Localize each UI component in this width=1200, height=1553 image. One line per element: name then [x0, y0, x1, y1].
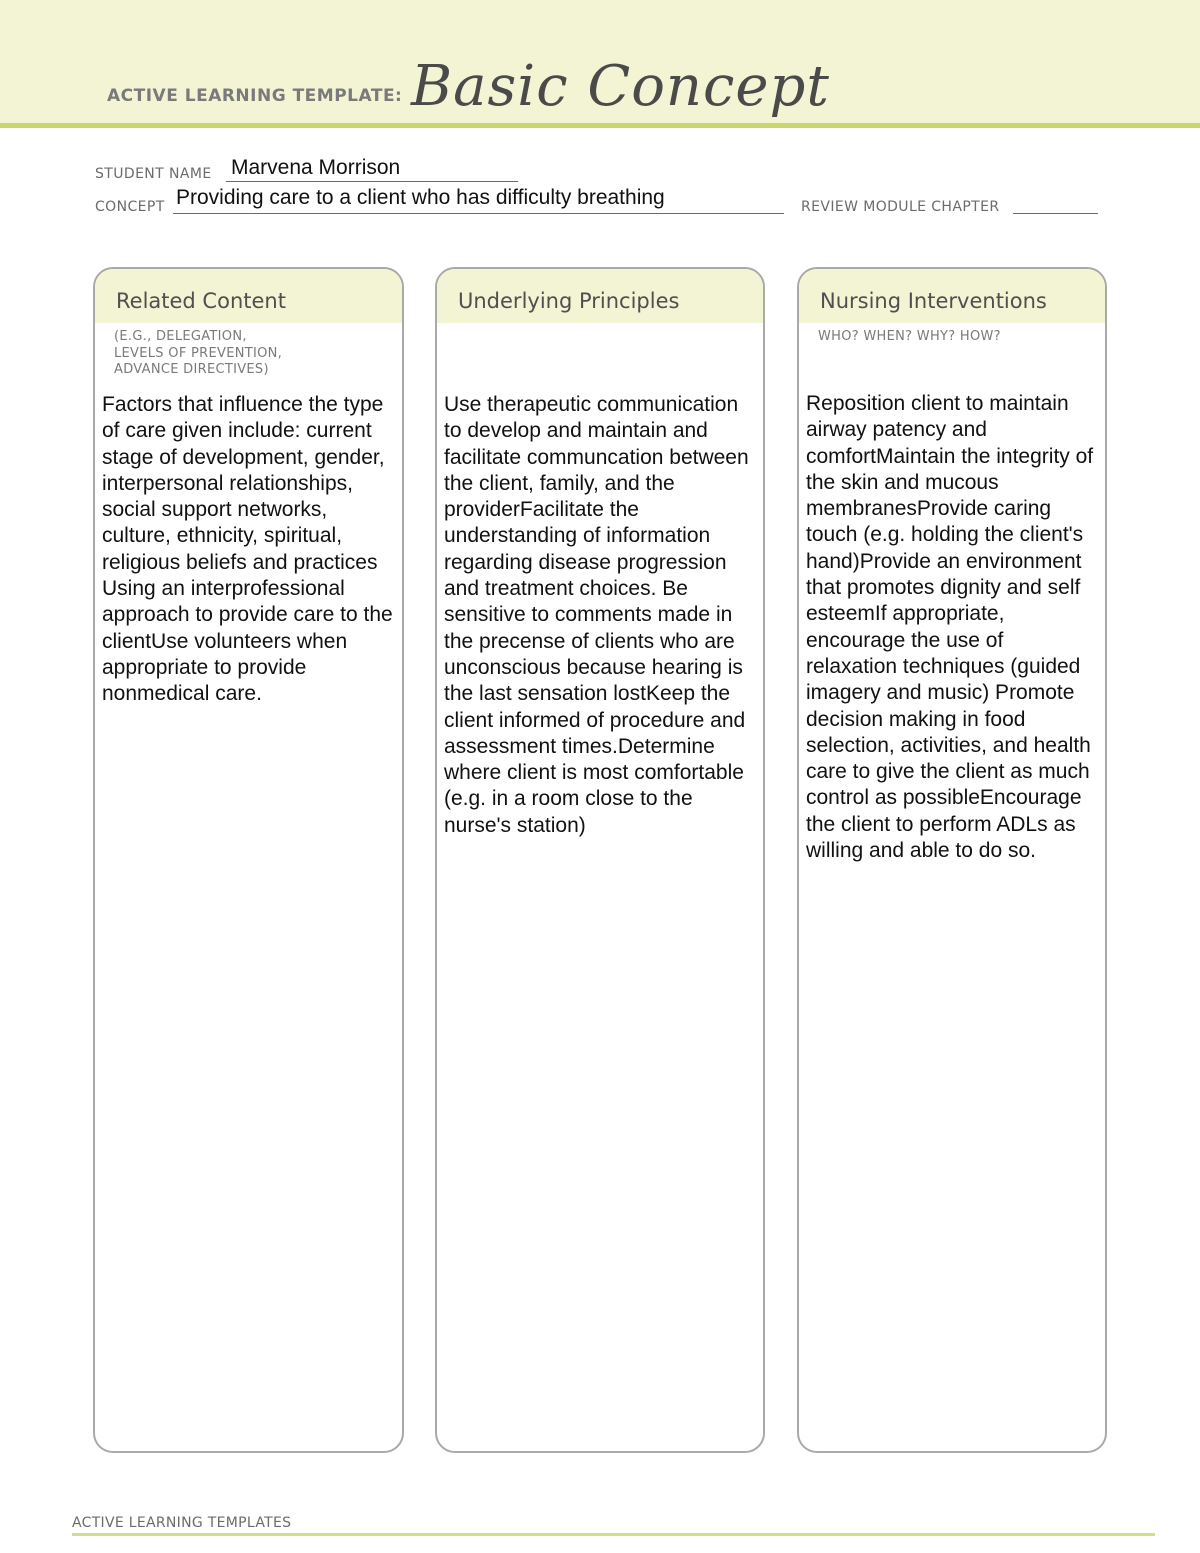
concept-underline [173, 213, 784, 214]
related-content-body[interactable]: Factors that influence the type of care given include: current stage of development, gender, interpersonal relationships, social support networks, culture, ethnicity, spiritual, religious beliefs and practices Using an interprofessional approach to provide care to the clientUse volunteers when appropriate to provide nonmedical care. [102, 393, 393, 706]
template-label: ACTIVE LEARNING TEMPLATE: [107, 86, 403, 106]
related-content-subtitle-line: LEVELS OF PREVENTION, [114, 345, 283, 361]
review-module-field[interactable] [1013, 213, 1098, 214]
underlying-principles-title: Underlying Principles [458, 289, 680, 313]
concept-field[interactable]: Providing care to a client who has difficulty breathing [176, 186, 665, 209]
related-content-subtitle [114, 329, 282, 379]
footer-label: ACTIVE LEARNING TEMPLATES [72, 1515, 292, 1531]
concept-label: CONCEPT [95, 199, 165, 215]
student-name-field[interactable]: Marvena Morrison [231, 156, 401, 179]
review-module-label: REVIEW MODULE CHAPTER [801, 199, 1000, 215]
nursing-interventions-subtitle-line: WHO? WHEN? WHY? HOW? [818, 329, 1001, 344]
nursing-interventions-title: Nursing Interventions [820, 289, 1047, 313]
related-content-subtitle-line: ADVANCE DIRECTIVES) [114, 362, 269, 377]
header-rule [0, 123, 1200, 128]
related-content-subtitle-line: (E.G., DELEGATION, [114, 329, 247, 344]
student-name-underline [226, 181, 518, 182]
nursing-interventions-subtitle [818, 329, 1001, 346]
nursing-interventions-body[interactable]: Reposition client to maintain airway patency and comfortMaintain the integrity of the skin and mucous membranesProvide caring touch (e.g. holding the client's hand)Provide an environment that promotes dignity and self esteemIf appropriate, encourage the use of relaxation techniques (guided imagery and music) Promote decision making in food selection, activities, and health care to give the client as much control as possibleEncourage the client to perform ADLs as willing and able to do so. [806, 392, 1094, 863]
underlying-principles-card [435, 267, 765, 1453]
footer-rule [72, 1533, 1155, 1536]
student-name-label: STUDENT NAME [95, 166, 212, 182]
related-content-card [93, 267, 404, 1453]
nursing-interventions-card [797, 267, 1107, 1453]
underlying-principles-body[interactable]: Use therapeutic communication to develop and maintain and facilitate communcation between the client, family, and the providerFacilitate the understanding of information regarding disease progression and treatment choices. Be sensitive to comments made in the precense of clients who are unconscious because hearing is the last sensation lostKeep the client informed of procedure and assessment times.Determine where client is most comfortable (e.g. in a room close to the nurse's station) [444, 393, 749, 837]
related-content-title: Related Content [116, 289, 286, 313]
template-title: Basic Concept [411, 54, 830, 119]
